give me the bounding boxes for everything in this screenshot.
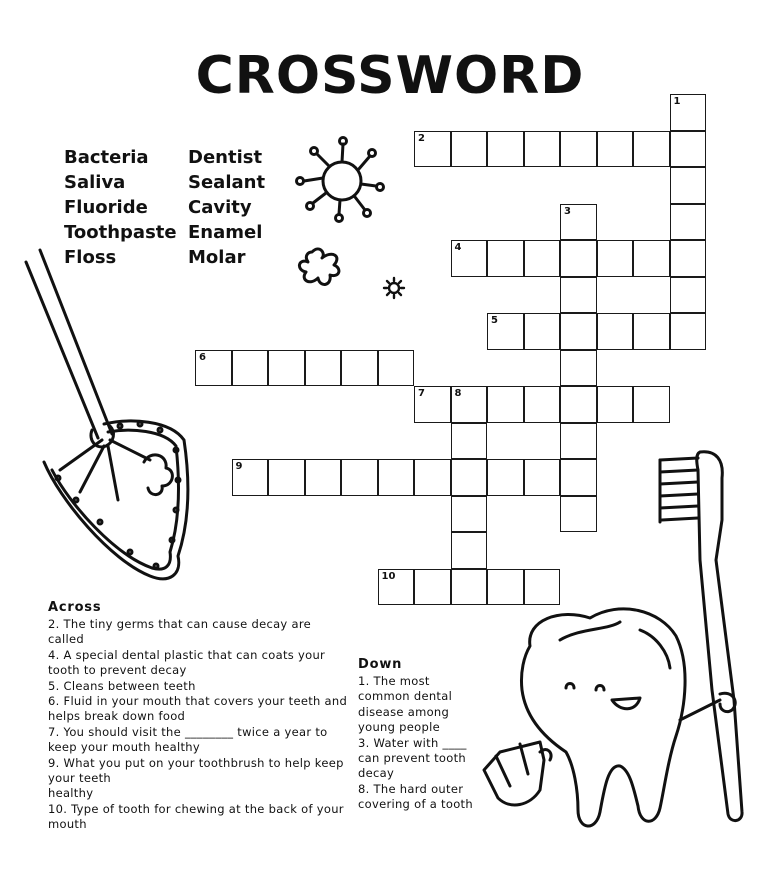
- grid-cell[interactable]: [597, 313, 634, 350]
- grid-cell[interactable]: [560, 131, 597, 168]
- clue-number: 4: [454, 242, 462, 253]
- splotch-icon: [299, 249, 339, 285]
- grid-cell[interactable]: [305, 459, 342, 496]
- grid-cell[interactable]: [524, 313, 561, 350]
- grid-cell[interactable]: [560, 459, 597, 496]
- grid-cell[interactable]: [670, 94, 707, 131]
- grid-cell[interactable]: [414, 131, 451, 168]
- clue-number: 2: [418, 132, 425, 144]
- grid-cell[interactable]: [451, 131, 488, 168]
- grid-cell[interactable]: [451, 459, 488, 496]
- grid-cell[interactable]: [451, 423, 488, 460]
- clue-down-8: 8. The hard outer covering of a tooth: [358, 781, 473, 812]
- grid-cell[interactable]: [487, 240, 524, 277]
- grid-cell[interactable]: [378, 459, 415, 496]
- clue-across-5: 5. Cleans between teeth: [48, 678, 196, 693]
- grid-cell[interactable]: [597, 386, 634, 423]
- grid-cell[interactable]: [487, 131, 524, 168]
- word-bank-item: Sealant: [188, 172, 266, 193]
- word-bank-item: Cavity: [188, 197, 252, 218]
- page-title: CROSSWORD: [195, 46, 585, 106]
- clue-across-2: 2. The tiny germs that can cause decay are called: [48, 617, 311, 647]
- grid-cell[interactable]: [487, 313, 524, 350]
- word-bank-item: Molar: [188, 247, 246, 268]
- grid-cell[interactable]: [597, 240, 634, 277]
- clue-across-4: 4. A special dental plastic that can coats your tooth to prevent decay: [48, 647, 326, 678]
- grid-cell[interactable]: [451, 496, 488, 533]
- grid-cell[interactable]: [597, 131, 634, 168]
- clue-across-9: 9. What you put on your toothbrush to help keep your teeth: [48, 755, 344, 786]
- grid-cell[interactable]: [633, 386, 670, 423]
- grid-cell[interactable]: [670, 131, 707, 168]
- grid-cell[interactable]: [341, 459, 378, 496]
- clue-across-7: 7. You should visit the ________ twice a year to keep your mouth healthy: [48, 724, 328, 755]
- floss-pick-icon: [26, 250, 188, 579]
- grid-cell[interactable]: [451, 386, 488, 423]
- sparkle-icon: [384, 278, 404, 298]
- clue-number: 5: [491, 315, 498, 326]
- grid-cell[interactable]: [414, 459, 451, 496]
- grid-cell[interactable]: [560, 240, 597, 277]
- grid-cell[interactable]: [451, 569, 488, 606]
- clue-number: 3: [564, 205, 571, 217]
- across-heading: Across: [48, 600, 102, 615]
- down-clues: [358, 657, 483, 813]
- clue-across-9-cont: healthy: [48, 786, 94, 801]
- clue-number: 1: [673, 96, 681, 107]
- grid-cell[interactable]: [524, 386, 561, 423]
- grid-cell[interactable]: [670, 240, 707, 277]
- grid-cell[interactable]: [195, 350, 232, 387]
- clue-number: 8: [454, 388, 462, 399]
- across-clues: [48, 600, 348, 833]
- grid-cell[interactable]: [633, 131, 670, 168]
- grid-cell[interactable]: [670, 277, 707, 314]
- grid-cell[interactable]: [633, 313, 670, 350]
- word-bank-item: Saliva: [64, 172, 126, 193]
- down-heading: Down: [358, 657, 403, 672]
- grid-cell[interactable]: [633, 240, 670, 277]
- clue-down-1: 1. The most common dental disease among young people: [358, 674, 453, 735]
- word-bank-item: Dentist: [188, 147, 263, 168]
- grid-cell[interactable]: [414, 386, 451, 423]
- grid-cell[interactable]: [305, 350, 342, 387]
- grid-cell[interactable]: [378, 569, 415, 606]
- clue-number: 7: [418, 388, 425, 399]
- word-bank-item: Enamel: [188, 222, 263, 243]
- grid-cell[interactable]: [560, 350, 597, 387]
- grid-cell[interactable]: [524, 240, 561, 277]
- grid-cell[interactable]: [670, 313, 707, 350]
- grid-cell[interactable]: [560, 496, 597, 533]
- word-bank-item: Bacteria: [64, 147, 149, 168]
- grid-cell[interactable]: [560, 204, 597, 241]
- grid-cell[interactable]: [560, 386, 597, 423]
- grid-cell[interactable]: [378, 350, 415, 387]
- grid-cell[interactable]: [341, 350, 378, 387]
- clue-number: 9: [235, 461, 243, 472]
- grid-cell[interactable]: [487, 386, 524, 423]
- grid-cell[interactable]: [414, 569, 451, 606]
- grid-cell[interactable]: [232, 459, 269, 496]
- clue-number: 6: [199, 351, 206, 363]
- grid-cell[interactable]: [560, 277, 597, 314]
- grid-cell[interactable]: [524, 459, 561, 496]
- word-bank-item: Floss: [64, 247, 117, 268]
- word-bank-item: Fluoride: [64, 197, 148, 218]
- grid-cell[interactable]: [560, 313, 597, 350]
- germ-icon: [297, 138, 384, 222]
- clue-number: 10: [381, 570, 396, 582]
- toothbrush-icon: [660, 452, 742, 821]
- clue-across-6: 6. Fluid in your mouth that covers your teeth and helps break down food: [48, 694, 348, 724]
- grid-cell[interactable]: [451, 240, 488, 277]
- grid-cell[interactable]: [487, 459, 524, 496]
- clue-down-3: 3. Water with ____ can prevent tooth decay: [358, 735, 467, 781]
- grid-cell[interactable]: [268, 350, 305, 387]
- grid-cell[interactable]: [232, 350, 269, 387]
- grid-cell[interactable]: [451, 532, 488, 569]
- grid-cell[interactable]: [487, 569, 524, 606]
- grid-cell[interactable]: [670, 167, 707, 204]
- clue-across-10: 10. Type of tooth for chewing at the back of your mouth: [48, 801, 344, 832]
- grid-cell[interactable]: [268, 459, 305, 496]
- grid-cell[interactable]: [560, 423, 597, 460]
- grid-cell[interactable]: [670, 204, 707, 241]
- tooth-mascot-icon: [484, 609, 735, 826]
- grid-cell[interactable]: [524, 569, 561, 606]
- grid-cell[interactable]: [524, 131, 561, 168]
- word-bank-item: Toothpaste: [64, 222, 177, 243]
